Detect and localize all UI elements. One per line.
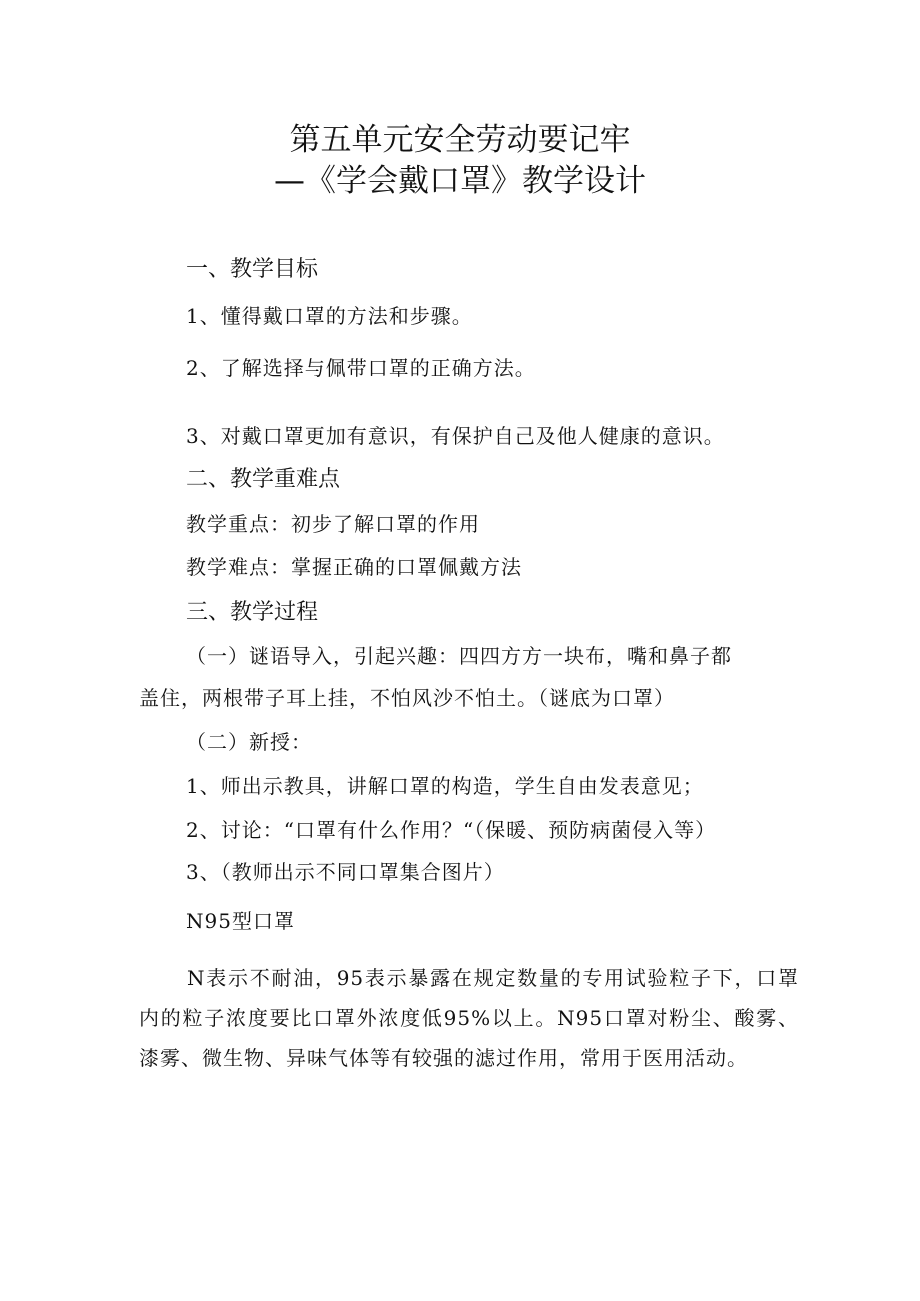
document-title-line-2: —《学会戴口罩》教学设计 [274, 163, 646, 199]
objective-item: 3、对戴口罩更加有意识，有保护自己及他人健康的意识。 [186, 424, 725, 448]
process-step: 3、（教师出示不同口罩集合图片） [186, 860, 505, 884]
difficult-point-text: 教学难点：掌握正确的口罩佩戴方法 [186, 555, 522, 579]
document-title-line-1: 第五单元安全劳动要记牢 [289, 122, 631, 158]
objective-item: 2、了解选择与佩带口罩的正确方法。 [186, 356, 536, 380]
section-heading-process: 三、教学过程 [186, 600, 319, 625]
mask-type-label: N95型口罩 [186, 909, 295, 933]
riddle-intro-line-2: 盖住，两根带子耳上挂，不怕风沙不怕土。（谜底为口罩） [139, 686, 675, 710]
objective-item: 1、懂得戴口罩的方法和步骤。 [186, 304, 473, 328]
riddle-intro-line-1: （一）谜语导入，引起兴趣：四四方方一块布，嘴和鼻子都 [186, 644, 732, 668]
process-step: 1、师出示教具，讲解口罩的构造，学生自由发表意见； [186, 774, 704, 798]
section-heading-key-points: 二、教学重难点 [186, 467, 341, 492]
process-step: 2、讨论：“口罩有什么作用？“（保暖、预防病菌侵入等） [186, 818, 717, 842]
mask-description-paragraph: N表示不耐油，95表示暴露在规定数量的专用试验粒子下，口罩内的粒子浓度要比口罩外浓度低95%以上。N95口罩对粉尘、酸雾、漆雾、微生物、异味气体等有较强的滤过作用，常用于医用活动。 [139, 966, 799, 1070]
new-lesson-label: （二）新授： [186, 730, 312, 754]
section-heading-objectives: 一、教学目标 [186, 257, 319, 282]
key-point-text: 教学重点：初步了解口罩的作用 [186, 512, 480, 536]
